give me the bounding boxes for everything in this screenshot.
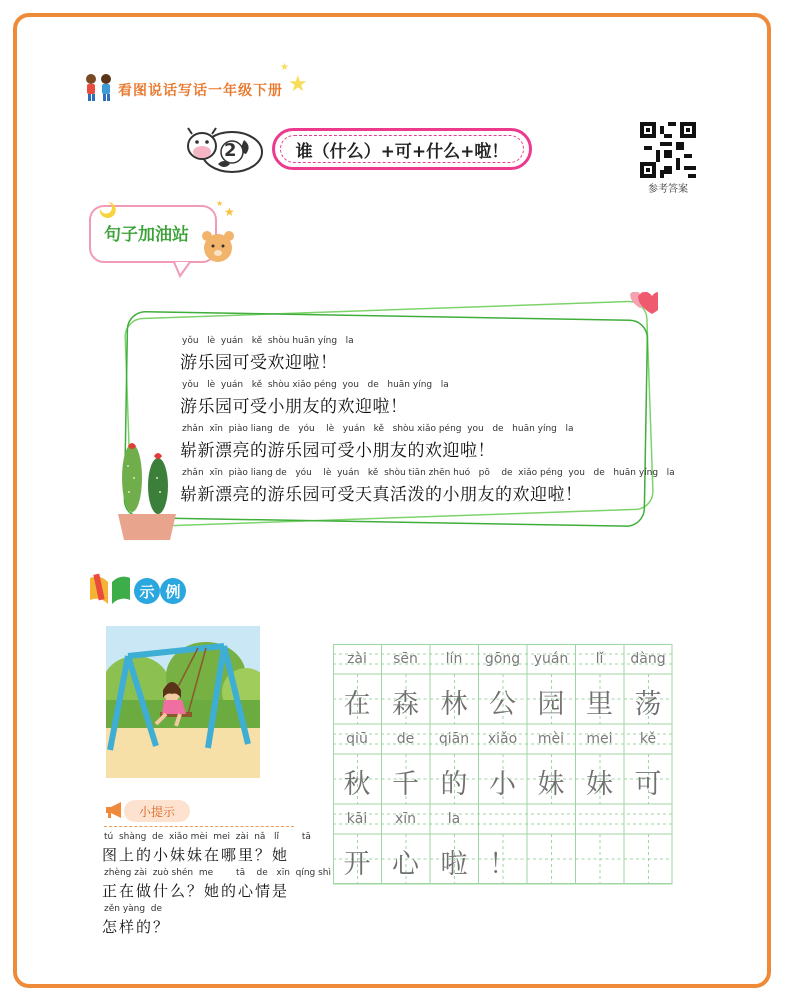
small-star-icon: ★ — [280, 62, 289, 73]
hint-text: 怎样的？ — [102, 918, 171, 936]
grid-character: 在 — [343, 689, 371, 720]
grid-pinyin: mèi — [537, 731, 565, 747]
grid-character: 妹 — [537, 769, 565, 800]
grid-character: 公 — [489, 689, 516, 720]
lesson-number: 2 — [224, 140, 237, 161]
grid-pinyin: xiǎo — [487, 731, 518, 747]
sentence-line: 崭新漂亮的游乐园可受小朋友的欢迎啦！ — [180, 441, 495, 461]
hint-label: 小提示 — [124, 800, 190, 822]
grid-pinyin: la — [447, 811, 461, 827]
qr-caption: 参考答案 — [648, 184, 688, 195]
grid-pinyin: gōng — [484, 651, 521, 667]
books-icon — [86, 570, 134, 606]
example-title-char: 示 — [134, 578, 160, 604]
grid-pinyin: qiū — [346, 731, 368, 747]
grid-character: 里 — [586, 689, 613, 720]
book-title: 看图说话写话一年级下册 — [118, 83, 283, 99]
megaphone-icon — [104, 800, 126, 820]
grid-pinyin: qiān — [438, 731, 470, 747]
sentence-line: 崭新漂亮的游乐园可受天真活泼的小朋友的欢迎啦！ — [180, 485, 583, 505]
grid-character: 的 — [440, 769, 468, 800]
qr-code[interactable] — [640, 122, 696, 178]
lesson-title-pill — [272, 128, 532, 170]
grid-pinyin: de — [396, 731, 415, 747]
hint-pinyin: zhèng zài zuò shén me tā de xīn qíng shì — [104, 868, 332, 878]
cactus-icon — [112, 430, 182, 542]
grid-character: 心 — [392, 849, 419, 880]
grid-pinyin: dàng — [630, 651, 666, 667]
pinyin-line: yǒu lè yuán kě shòu xiǎo péng you de huān yíng la — [182, 380, 449, 390]
svg-text:★: ★ — [224, 205, 235, 219]
hint-text: 正在做什么？她的心情是 — [102, 882, 290, 900]
grid-character: 妹 — [586, 769, 613, 800]
pinyin-line: zhǎn xīn piào liang de yóu lè yuán kě shòu xiǎo péng you de huān yíng la — [182, 424, 574, 434]
grid-pinyin: zài — [347, 651, 367, 667]
hint-divider — [104, 826, 294, 827]
grid-pinyin: lǐ — [595, 651, 604, 667]
grid-pinyin: yuán — [533, 651, 569, 667]
grid-character: 可 — [634, 769, 662, 800]
grid-character: 啦 — [440, 849, 468, 880]
grid-pinyin: mei — [586, 731, 613, 747]
hint-text: 图上的小妹妹在哪里？她 — [102, 846, 290, 864]
hint-pinyin: tú shàng de xiǎo mèi mei zài nǎ lǐ tā — [104, 832, 311, 842]
grid-character: 园 — [537, 689, 565, 720]
pinyin-line: zhǎn xīn piào liang de yóu lè yuán kě shòu tiān zhēn huó pō de xiǎo péng you de huān yíng la — [182, 468, 675, 478]
grid-pinyin: sēn — [393, 651, 418, 667]
grid-character: 荡 — [634, 689, 662, 720]
grid-pinyin: kāi — [346, 811, 368, 827]
swing-illustration — [106, 626, 260, 778]
pinyin-line: yǒu lè yuán kě shòu huān yíng la — [182, 336, 354, 346]
sentence-line: 游乐园可受小朋友的欢迎啦！ — [180, 397, 408, 417]
grid-character: ！ — [489, 849, 516, 880]
grid-character: 开 — [343, 849, 371, 880]
grid-character: 秋 — [343, 769, 371, 800]
writing-grid-text — [333, 644, 673, 886]
hint-pinyin: zěn yàng de — [104, 904, 163, 914]
section-title: 句子加油站 — [104, 225, 189, 245]
star-icon: ★ — [288, 72, 308, 97]
sentence-line: 游乐园可受欢迎啦！ — [180, 353, 338, 373]
grid-pinyin: kě — [639, 731, 657, 747]
grid-character: 林 — [440, 689, 468, 720]
svg-text:★: ★ — [216, 199, 224, 208]
lesson-title: 谁（什么）+可+什么+啦！ — [295, 141, 509, 162]
grid-character: 千 — [392, 769, 419, 800]
kids-icon — [82, 72, 116, 102]
grid-character: 森 — [392, 689, 419, 720]
grid-character: 小 — [489, 769, 516, 800]
grid-pinyin: xīn — [394, 811, 417, 827]
grid-pinyin: lín — [445, 651, 463, 667]
example-title-char: 例 — [160, 578, 186, 604]
